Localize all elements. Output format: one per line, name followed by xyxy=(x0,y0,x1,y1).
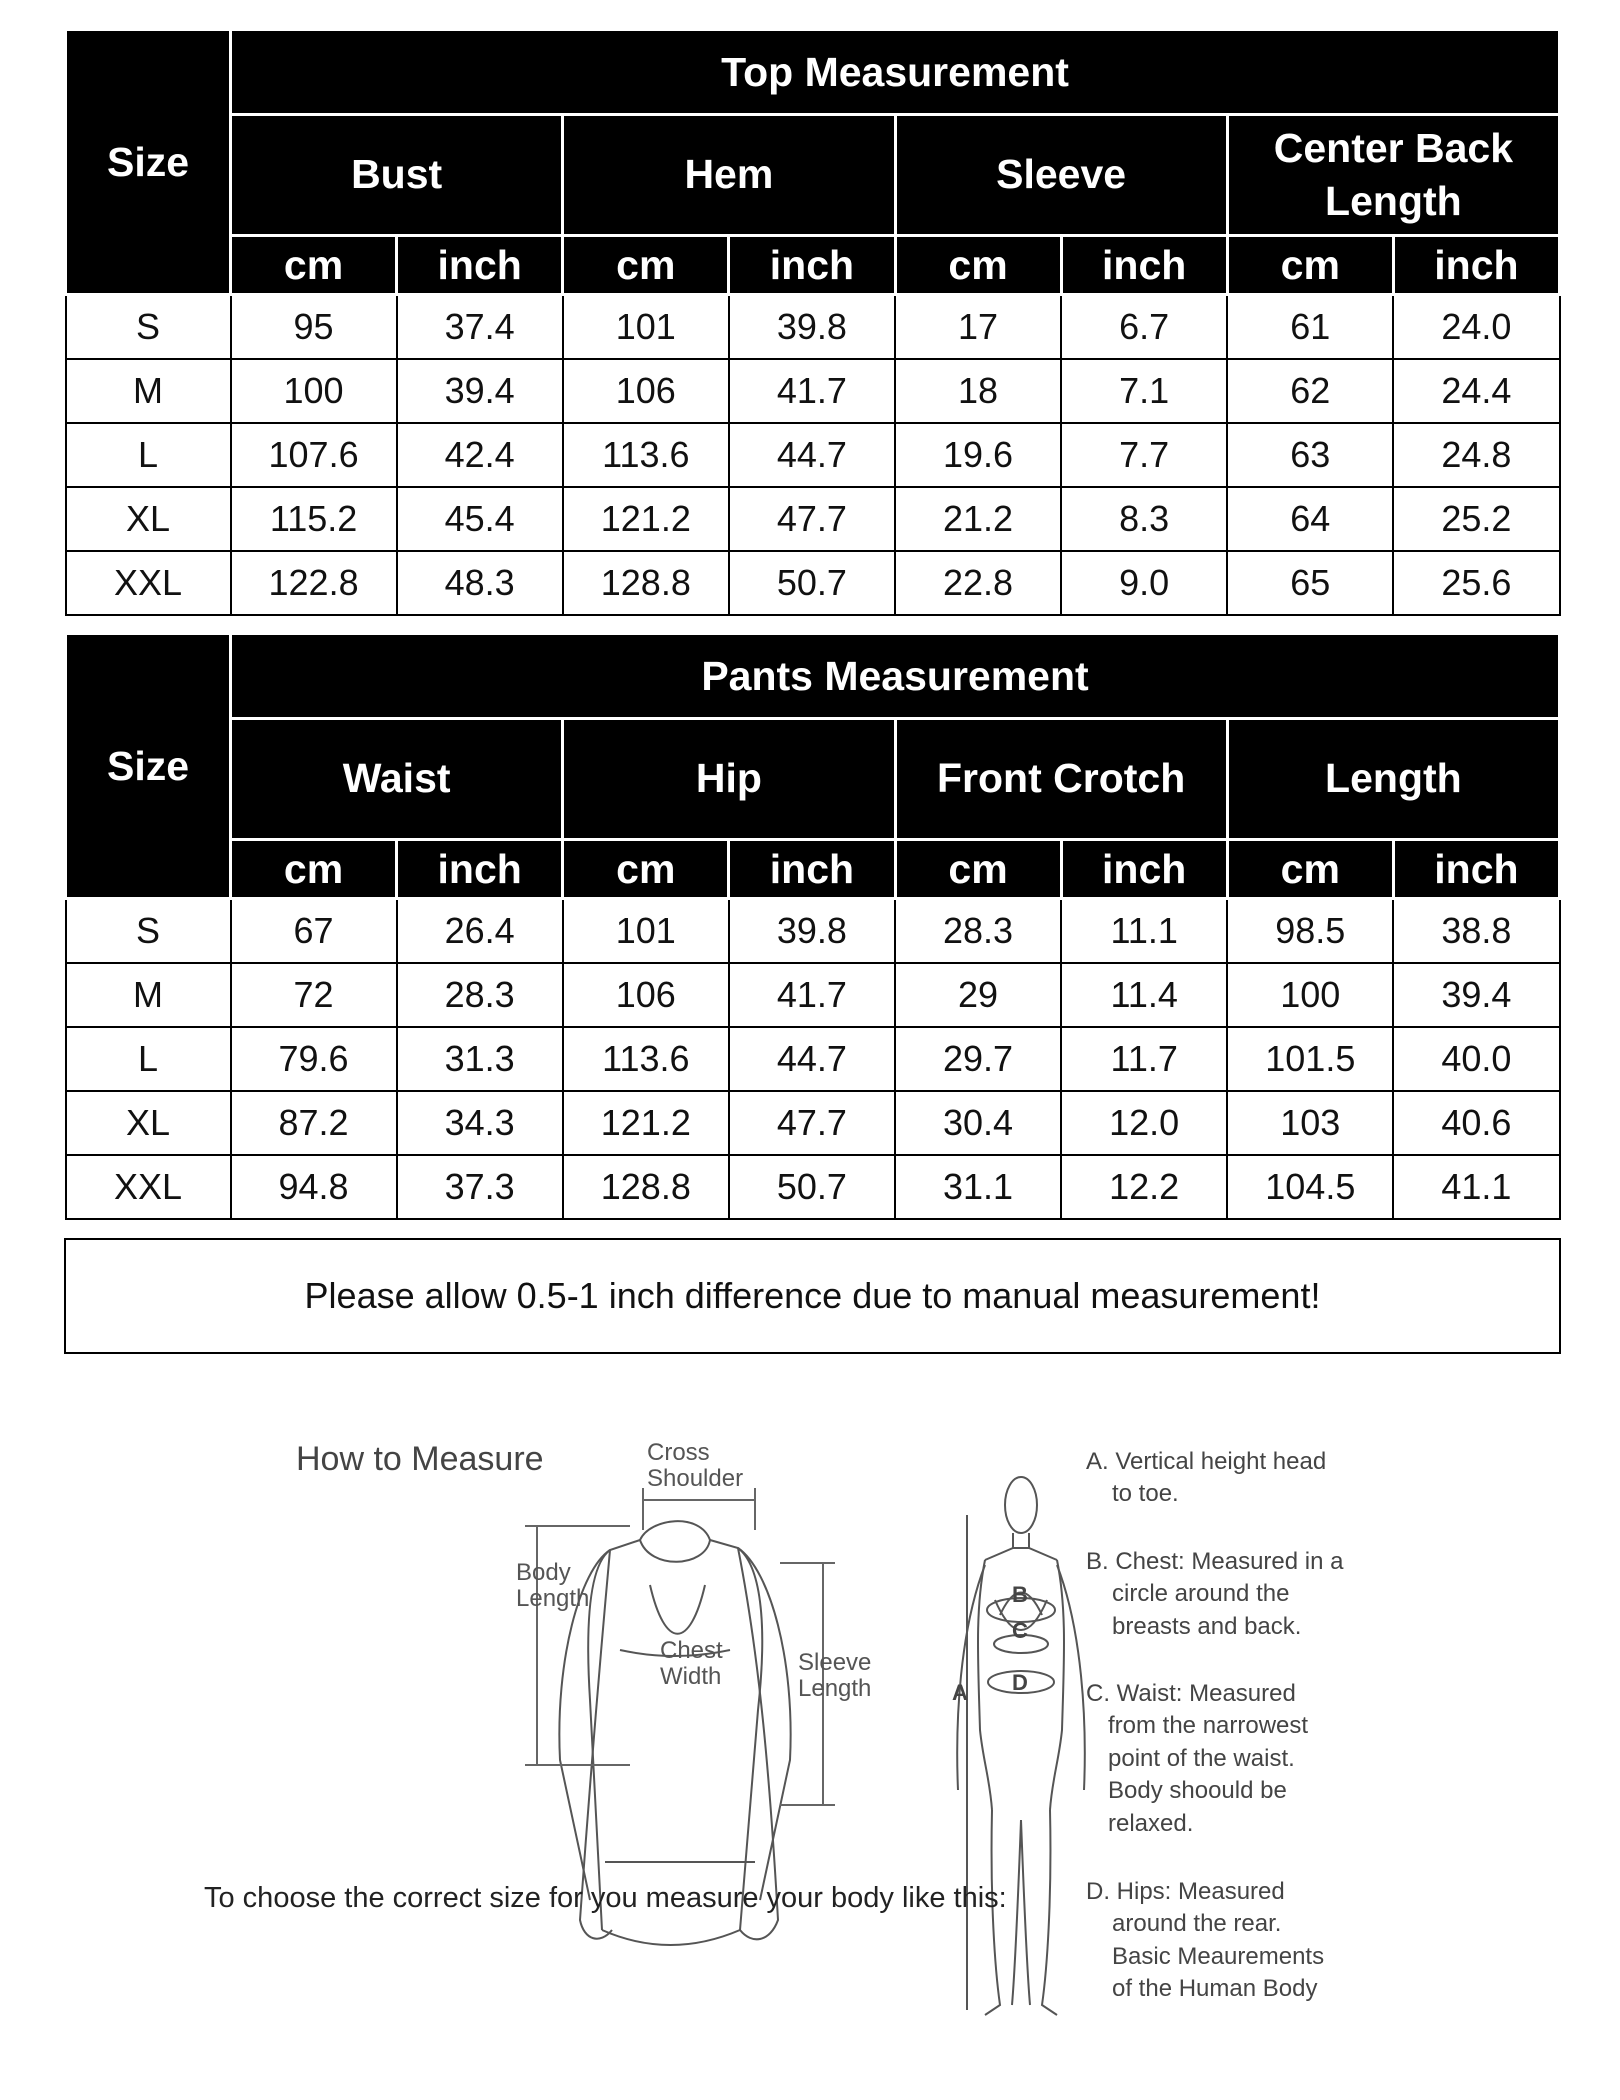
unit-header: inch xyxy=(729,236,895,295)
note-line: point of the waist. xyxy=(1108,1744,1295,1772)
size-cell: XL xyxy=(66,487,231,551)
unit-header: cm xyxy=(563,840,729,899)
group-header: Hem xyxy=(563,115,895,236)
measurement-cell: 39.4 xyxy=(397,359,563,423)
measurement-note: Please allow 0.5-1 inch difference due to manual measurement! xyxy=(64,1238,1561,1354)
pants-table-body xyxy=(66,899,1560,1220)
measurement-cell: 21.2 xyxy=(895,487,1061,551)
measurement-cell: 50.7 xyxy=(729,1155,895,1219)
note-line: A. Vertical height head xyxy=(1086,1448,1327,1475)
sleeve-length-label xyxy=(798,1650,871,1703)
measurement-cell: 24.4 xyxy=(1393,359,1559,423)
note-line: Body shoould be xyxy=(1108,1777,1287,1805)
measurement-cell: 7.7 xyxy=(1061,423,1227,487)
measurement-cell: 64 xyxy=(1227,487,1393,551)
table-row xyxy=(66,295,1560,360)
note-line: from the narrowest xyxy=(1108,1712,1309,1740)
unit-header: inch xyxy=(729,840,895,899)
measurement-cell: 24.8 xyxy=(1393,423,1559,487)
table-row xyxy=(66,1091,1560,1155)
measurement-cell: 113.6 xyxy=(563,423,729,487)
measurement-cell: 106 xyxy=(563,359,729,423)
size-cell: M xyxy=(66,963,231,1027)
table-title: Top Measurement xyxy=(231,30,1560,115)
measurement-cell: 37.4 xyxy=(397,295,563,360)
measurement-cell: 30.4 xyxy=(895,1091,1061,1155)
body-figure-drawing xyxy=(957,1477,1085,2015)
note-line: C. Waist: Measured xyxy=(1086,1680,1296,1707)
measurement-cell: 100 xyxy=(231,359,397,423)
note-line: B. Chest: Measured in a xyxy=(1086,1548,1344,1575)
measurement-cell: 67 xyxy=(231,899,397,964)
measurement-cell: 106 xyxy=(563,963,729,1027)
size-cell: S xyxy=(66,295,231,360)
measurement-cell: 9.0 xyxy=(1061,551,1227,615)
note-line: relaxed. xyxy=(1108,1809,1194,1837)
label-line: Body xyxy=(516,1559,571,1586)
measurement-cell: 7.1 xyxy=(1061,359,1227,423)
size-header: Size xyxy=(66,634,231,899)
measurement-cell: 63 xyxy=(1227,423,1393,487)
measurement-cell: 12.2 xyxy=(1061,1155,1227,1219)
measurement-cell: 41.1 xyxy=(1393,1155,1559,1219)
note-line: breasts and back. xyxy=(1112,1612,1302,1640)
body-letter-a: A xyxy=(952,1680,968,1705)
measurement-cell: 24.0 xyxy=(1393,295,1559,360)
measurement-cell: 25.6 xyxy=(1393,551,1559,615)
unit-header: cm xyxy=(895,236,1061,295)
measurement-cell: 26.4 xyxy=(397,899,563,964)
measure-illustration xyxy=(0,1400,1620,2100)
body-letter-b: B xyxy=(1012,1582,1028,1607)
unit-header: cm xyxy=(563,236,729,295)
note-line: Basic Meaurements xyxy=(1112,1942,1325,1970)
table-row xyxy=(66,1027,1560,1091)
table-title: Pants Measurement xyxy=(231,634,1560,719)
group-header: Hip xyxy=(563,719,895,840)
label-line: Length xyxy=(798,1675,872,1703)
measurement-cell: 65 xyxy=(1227,551,1393,615)
measurement-cell: 41.7 xyxy=(729,359,895,423)
measurement-cell: 28.3 xyxy=(895,899,1061,964)
measurement-cell: 115.2 xyxy=(231,487,397,551)
measurement-cell: 11.1 xyxy=(1061,899,1227,964)
measurement-cell: 47.7 xyxy=(729,1091,895,1155)
group-header: Bust xyxy=(231,115,563,236)
measurement-cell: 31.1 xyxy=(895,1155,1061,1219)
size-cell: L xyxy=(66,423,231,487)
measurement-cell: 103 xyxy=(1227,1091,1393,1155)
group-header: Length xyxy=(1227,719,1559,840)
unit-header: cm xyxy=(231,236,397,295)
label-line: Length xyxy=(516,1585,590,1613)
measurement-cell: 22.8 xyxy=(895,551,1061,615)
unit-header: inch xyxy=(1061,840,1227,899)
table-row xyxy=(66,487,1560,551)
measurement-cell: 8.3 xyxy=(1061,487,1227,551)
measurement-cell: 47.7 xyxy=(729,487,895,551)
pants-measurement-table xyxy=(64,632,1561,1220)
measurement-cell: 101.5 xyxy=(1227,1027,1393,1091)
note-line: around the rear. xyxy=(1112,1910,1282,1938)
measurement-cell: 62 xyxy=(1227,359,1393,423)
measurement-cell: 101 xyxy=(563,295,729,360)
size-cell: XL xyxy=(66,1091,231,1155)
unit-header: cm xyxy=(895,840,1061,899)
measurement-cell: 44.7 xyxy=(729,1027,895,1091)
measurement-cell: 61 xyxy=(1227,295,1393,360)
body-length-label xyxy=(516,1560,589,1613)
note-d xyxy=(1086,1876,1346,2006)
unit-header: cm xyxy=(1227,236,1393,295)
measurement-cell: 121.2 xyxy=(563,1091,729,1155)
note-line: circle around the xyxy=(1112,1580,1290,1608)
measurement-cell: 18 xyxy=(895,359,1061,423)
measurement-cell: 94.8 xyxy=(231,1155,397,1219)
measurement-cell: 39.4 xyxy=(1393,963,1559,1027)
measurement-cell: 44.7 xyxy=(729,423,895,487)
measurement-cell: 39.8 xyxy=(729,295,895,360)
note-c xyxy=(1086,1678,1346,1840)
measurement-cell: 29.7 xyxy=(895,1027,1061,1091)
table-row xyxy=(66,1155,1560,1219)
group-header: Center Back Length xyxy=(1227,115,1559,236)
measurement-cell: 40.6 xyxy=(1393,1091,1559,1155)
measurement-cell: 95 xyxy=(231,295,397,360)
label-line: Width xyxy=(660,1663,722,1691)
unit-header: inch xyxy=(1061,236,1227,295)
note-b xyxy=(1086,1546,1346,1643)
chest-width-label xyxy=(660,1638,723,1691)
measurement-cell: 31.3 xyxy=(397,1027,563,1091)
group-header: Front Crotch xyxy=(895,719,1227,840)
measurement-cell: 107.6 xyxy=(231,423,397,487)
measurement-cell: 45.4 xyxy=(397,487,563,551)
measurement-cell: 25.2 xyxy=(1393,487,1559,551)
measurement-cell: 50.7 xyxy=(729,551,895,615)
measurement-cell: 17 xyxy=(895,295,1061,360)
guide-title: How to Measure xyxy=(296,1440,544,1478)
label-line: Chest xyxy=(660,1637,723,1664)
instruction-text: To choose the correct size for you measure your body like this: xyxy=(204,1882,1007,1914)
table-row xyxy=(66,551,1560,615)
table-row xyxy=(66,899,1560,964)
how-to-measure-guide xyxy=(0,1400,1620,2100)
table-row xyxy=(66,963,1560,1027)
measurement-cell: 48.3 xyxy=(397,551,563,615)
measurement-cell: 37.3 xyxy=(397,1155,563,1219)
size-cell: M xyxy=(66,359,231,423)
measurement-cell: 122.8 xyxy=(231,551,397,615)
unit-header: cm xyxy=(231,840,397,899)
measurement-cell: 40.0 xyxy=(1393,1027,1559,1091)
cross-shoulder-label xyxy=(647,1440,743,1493)
note-line: D. Hips: Measured xyxy=(1086,1878,1285,1905)
group-header: Waist xyxy=(231,719,563,840)
measurement-cell: 6.7 xyxy=(1061,295,1227,360)
top-table-body xyxy=(66,295,1560,616)
table-row xyxy=(66,423,1560,487)
body-letter-c: C xyxy=(1012,1618,1028,1643)
top-measurement-table xyxy=(64,28,1561,616)
size-cell: S xyxy=(66,899,231,964)
measurement-cell: 104.5 xyxy=(1227,1155,1393,1219)
unit-header: inch xyxy=(1393,840,1559,899)
measurement-cell: 11.4 xyxy=(1061,963,1227,1027)
size-header: Size xyxy=(66,30,231,295)
measurement-cell: 128.8 xyxy=(563,551,729,615)
measurement-cell: 101 xyxy=(563,899,729,964)
measurement-cell: 29 xyxy=(895,963,1061,1027)
size-cell: XXL xyxy=(66,1155,231,1219)
label-line: Shoulder xyxy=(647,1465,744,1493)
note-a xyxy=(1086,1446,1346,1511)
unit-header: inch xyxy=(1393,236,1559,295)
measurement-cell: 12.0 xyxy=(1061,1091,1227,1155)
measurement-cell: 79.6 xyxy=(231,1027,397,1091)
measurement-cell: 72 xyxy=(231,963,397,1027)
note-line: to toe. xyxy=(1112,1480,1179,1508)
label-line: Sleeve xyxy=(798,1649,872,1676)
measurement-cell: 100 xyxy=(1227,963,1393,1027)
body-letter-d: D xyxy=(1012,1670,1028,1695)
measurement-cell: 11.7 xyxy=(1061,1027,1227,1091)
size-cell: XXL xyxy=(66,551,231,615)
measurement-cell: 98.5 xyxy=(1227,899,1393,964)
measurement-cell: 19.6 xyxy=(895,423,1061,487)
size-cell: L xyxy=(66,1027,231,1091)
measurement-cell: 28.3 xyxy=(397,963,563,1027)
measurement-cell: 42.4 xyxy=(397,423,563,487)
label-line: Cross xyxy=(647,1439,710,1466)
unit-header: inch xyxy=(397,840,563,899)
measurement-cell: 113.6 xyxy=(563,1027,729,1091)
measurement-cell: 38.8 xyxy=(1393,899,1559,964)
measurement-cell: 87.2 xyxy=(231,1091,397,1155)
measurement-cell: 128.8 xyxy=(563,1155,729,1219)
measurement-cell: 41.7 xyxy=(729,963,895,1027)
measurement-cell: 34.3 xyxy=(397,1091,563,1155)
measurement-cell: 39.8 xyxy=(729,899,895,964)
unit-header: inch xyxy=(397,236,563,295)
group-header: Sleeve xyxy=(895,115,1227,236)
table-row xyxy=(66,359,1560,423)
unit-header: cm xyxy=(1227,840,1393,899)
note-line: of the Human Body xyxy=(1112,1975,1318,2003)
measurement-cell: 121.2 xyxy=(563,487,729,551)
